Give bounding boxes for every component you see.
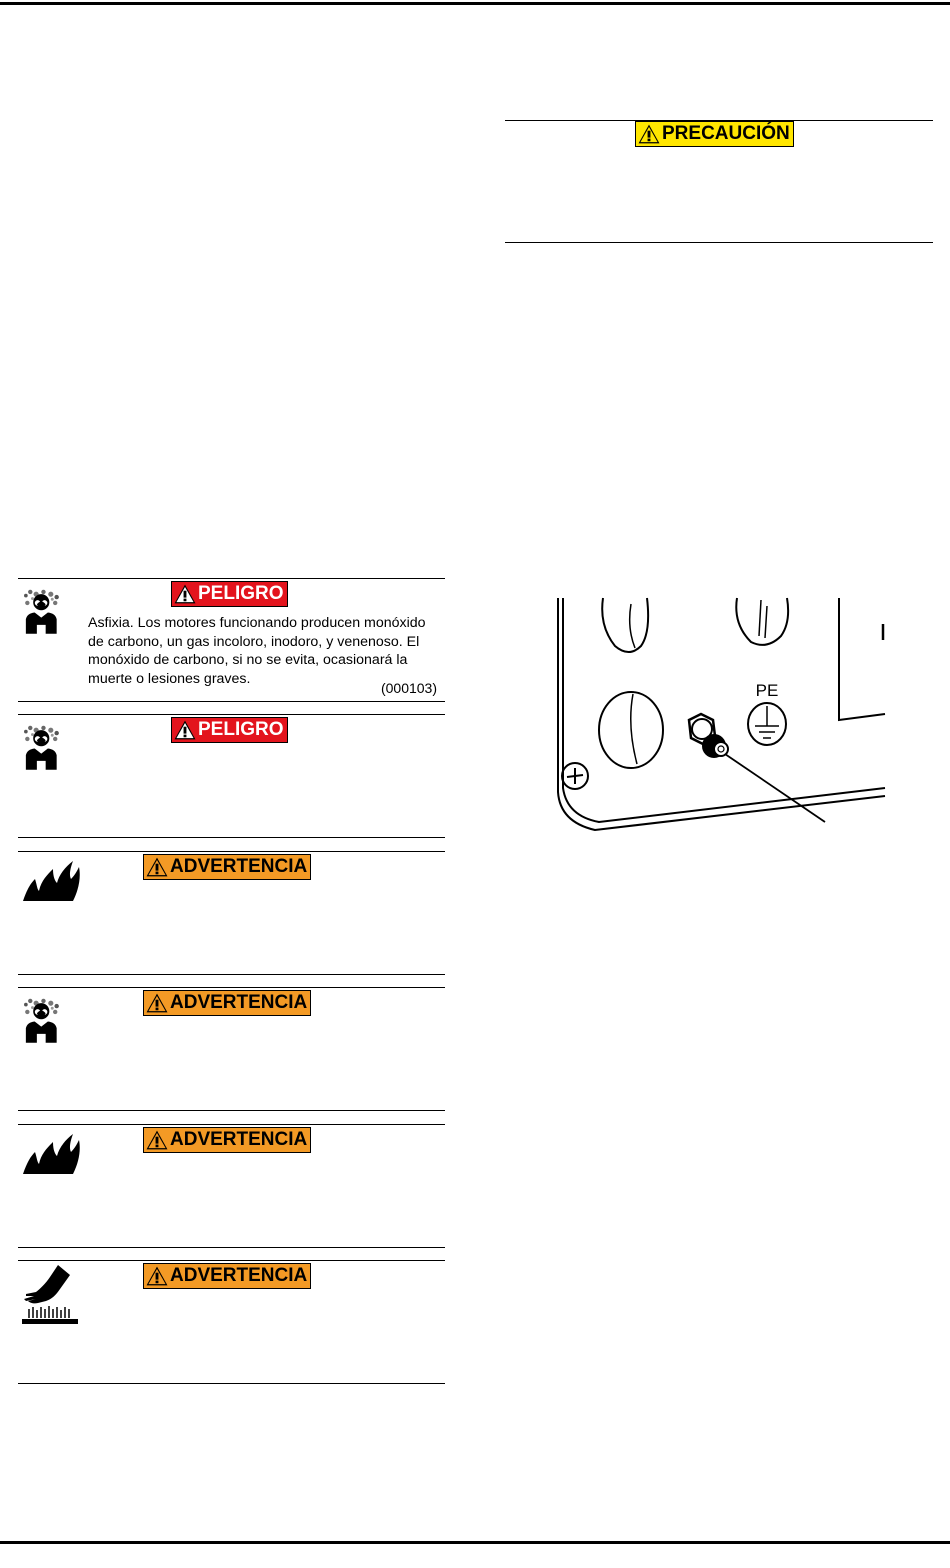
hot-surface-icon [20,1263,82,1327]
hazard-box-warning-fire [18,851,445,975]
warning-signal-word: ADVERTENCIA [143,990,311,1016]
hazard-code: (000103) [380,680,437,696]
bottom-rule [0,1541,950,1544]
warning-triangle-icon [146,993,168,1013]
warning-triangle-icon [174,584,196,604]
warning-triangle-icon [146,1130,168,1150]
asphyxiation-icon [20,992,64,1048]
fire-icon [20,1126,84,1176]
hazard-message: Asfixia. Los motores funcionando producen monóxido de carbono, un gas incoloro, inodoro, y venenoso. El monóxido de carbono, si no se evita, ocasionará la muerte o lesiones graves. [88,615,426,687]
hazard-box-warning-asphyxiation [18,987,445,1111]
warning-triangle-icon [146,1266,168,1286]
pe-label: PE [755,681,779,700]
warning-signal-word: ADVERTENCIA [143,1263,311,1289]
asphyxiation-icon [20,719,64,775]
hazard-box-warning-fire-2 [18,1124,445,1248]
hazard-box-warning-hot-surface [18,1260,445,1384]
danger-signal-word: PELIGRO [171,717,288,743]
warning-signal-word: ADVERTENCIA [143,1127,311,1153]
control-panel-figure [555,596,887,832]
caution-box [505,120,933,243]
danger-signal-word: PELIGRO [171,581,288,607]
top-rule [0,2,950,5]
warning-triangle-icon [174,720,196,740]
fire-icon [20,853,84,903]
asphyxiation-icon [20,583,64,639]
warning-signal-word: ADVERTENCIA [143,854,311,880]
warning-triangle-icon [638,124,660,144]
hazard-box-danger-asphyxiation-2 [18,714,445,838]
hazard-box-danger-asphyxiation [18,578,445,702]
warning-triangle-icon [146,857,168,877]
caution-signal-word: PRECAUCIÓN [635,121,794,147]
